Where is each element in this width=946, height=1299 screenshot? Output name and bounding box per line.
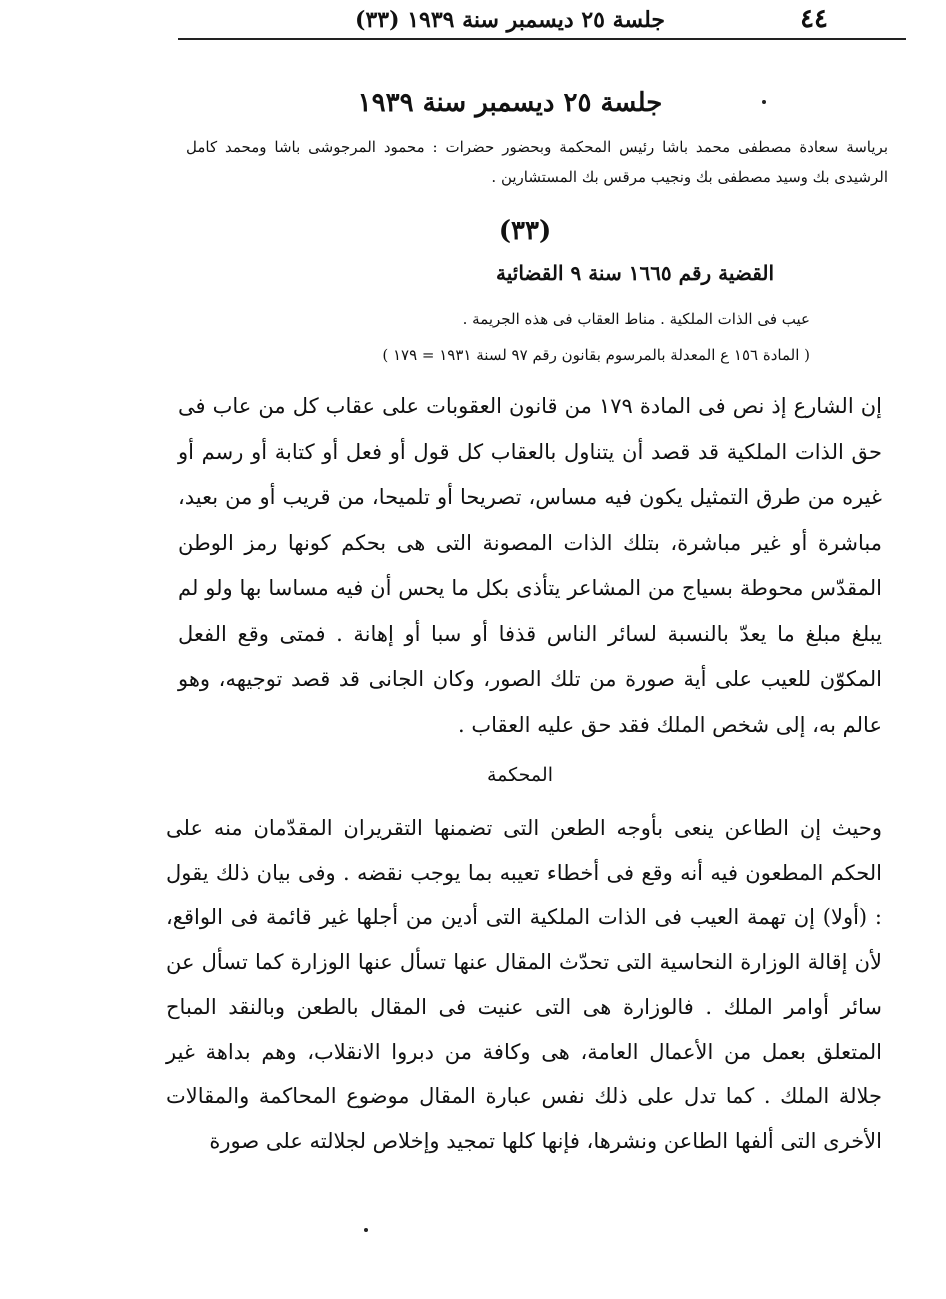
presidency-line: برياسة سعادة مصطفى محمد باشا رئيس المحكمة وبحضور حضرات : محمود المرجوشى باشا ومحمد كامل الرشيدى بك وسيد مصطفى بك ونجيب مرقس بك المستشارين . — [186, 138, 888, 186]
page-number: ٤٤ — [800, 4, 828, 34]
case-number: (٣٣) — [498, 216, 552, 246]
legal-principle-paragraph: إن الشارع إذ نص فى المادة ١٧٩ من قانون العقوبات على عقاب كل من عاب فى حق الذات الملكية قد قصد أن يتناول بالعقاب كل قول أو فعل أو كتابة أو رسم أو غيره من طرق التمثيل يكون فيه مساس، تصريحا أو تلميحا، من قريب أو من بعيد، مباشرة أو غير مباشرة، بتلك الذات المصونة التى هى بحكم كونها رمز الوطن المقدّس محوطة بسياج من المشاعر يتأذى بكل ما يحس أن فيه مساسا بها ولو لم يبلغ مبلغ ما يعدّ بالنسبة لسائر الناس قذفا أو سبا أو إهانة . فمتى وقع الفعل المكوّن للعيب على أية صورة من تلك الصور، وكان الجانى قد قصد توجيهه، وهو عالم به، إلى شخص الملك فقد حق عليه العقاب . — [178, 394, 882, 737]
header-rule — [178, 38, 906, 40]
judgment-paragraph: وحيث إن الطاعن ينعى بأوجه الطعن التى تضمنها التقريران المقدّمان منه على الحكم المطعون فيه أنه وقع فى أخطاء تعيبه بما يوجب نقضه . وفى بيان ذلك يقول : (أولا) إن تهمة العيب فى الذات الملكية التى أدين من أجلها غير قائمة فى الواقع، لأن إقالة الوزارة النحاسية التى تحدّث المقال عنها تسأل عنها الوزارة كما تسأل عن سائر أوامر الملك . فالوزارة هى التى عنيت فى المقال بالطعن وبالنقد المباح المتعلق بعمل من الأعمال العامة، هى وكافة من دبروا الانقلاب، وهم بداهة غير جلالة الملك . كما تدل على ذلك نفس عبارة المقال موضوع المحاكمة والمقالات الأخرى التى ألفها الطاعن ونشرها، فإنها كلها تمجيد وإخلاص لجلالته على صورة — [166, 816, 882, 1153]
session-title: جلسة ٢٥ ديسمبر سنة ١٩٣٩ — [357, 88, 663, 118]
legal-reference: ( المادة ١٥٦ ع المعدلة بالمرسوم بقانون رقم ٩٧ لسنة ١٩٣١ = ١٧٩ ) — [382, 346, 810, 364]
running-header: جلسة ٢٥ ديسمبر سنة ١٩٣٩ (٣٣) — [355, 7, 665, 33]
court-heading: المحكمة — [487, 764, 553, 786]
case-reference: القضية رقم ١٦٦٥ سنة ٩ القضائية — [496, 261, 774, 285]
scan-speck — [762, 100, 766, 104]
scan-speck — [364, 1228, 368, 1232]
case-summary: عيب فى الذات الملكية . مناط العقاب فى هذه الجريمة . — [462, 310, 810, 328]
